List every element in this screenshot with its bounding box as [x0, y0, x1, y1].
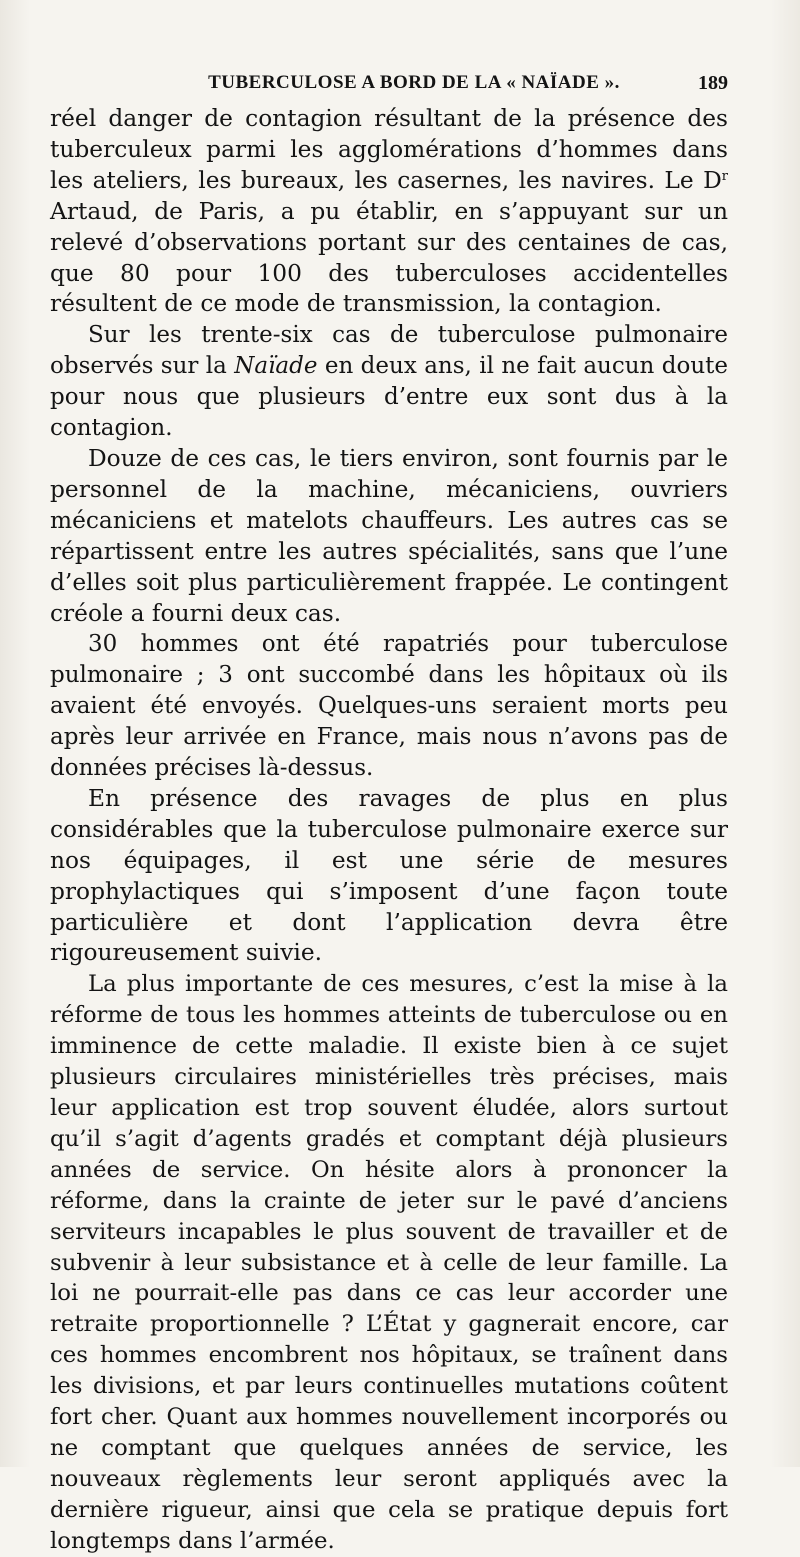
superscript-text: r	[721, 168, 728, 184]
page-number: 189	[698, 72, 728, 94]
body-text	[50, 104, 728, 1557]
italic-text: Naïade	[234, 353, 318, 380]
running-title: TUBERCULOSE A BORD DE LA « NAÏADE ».	[208, 72, 620, 93]
text-run: En présence des ravages de plus en plus considérables que la tuberculose pulmonaire exerce sur nos équipages, il est une série de mesures prophylactiques qui s’imposent d’une façon toute particulière et dont l’application devra être rigoureusement suivie.	[50, 784, 728, 967]
paragraph	[50, 104, 728, 320]
text-run: en deux ans, il ne fait aucun doute pour nous que plusieurs d’entre eux sont dus à la contagion.	[50, 353, 728, 442]
paragraph	[50, 784, 728, 969]
text-run: Douze de ces cas, le tiers environ, sont fournis par le personnel de la machine, mécaniciens, ouvriers mécaniciens et matelots chauffeurs. Les autres cas se répartissent entre les autres spécialités, sans que l’une d’elles soit plus particulièrement frappée. Le contingent créole a fourni deux cas.	[50, 444, 728, 627]
text-run: 30 hommes ont été rapatriés pour tuberculose pulmonaire ; 3 ont succombé dans les hôpitaux où ils avaient été envoyés. Quelques-uns seraient morts peu après leur arrivée en France, mais nous n’avons pas de données précises là-dessus.	[50, 631, 728, 782]
paragraph	[50, 969, 728, 1556]
text-run: Sur les trente-six cas de tuberculose pulmonaire observés sur la	[50, 322, 728, 380]
text-run: Artaud, de Paris, a pu établir, en s’appuyant sur un relevé d’observations portant sur des centaines de cas, que 80 pour 100 des tuberculoses accidentelles résultent de ce mode de transmission, la contagion.	[50, 197, 728, 318]
paragraph	[50, 629, 728, 784]
paragraph	[50, 444, 728, 629]
paragraph	[50, 320, 728, 444]
text-run: La plus importante de ces mesures, c’est la mise à la réforme de tous les hommes atteints de tuberculose ou en imminence de cette maladie. Il existe bien à ce sujet plusieurs circulaires ministérielles très précises, mais leur application est trop souvent éludée, alors surtout qu’il s’agit d’agents gradés et comptant déjà plusieurs années de service. On hésite alors à prononcer la réforme, dans la crainte de jeter sur le pavé d’anciens serviteurs incapables le plus souvent de travailler et de subvenir à leur subsistance et à celle de leur famille. La loi ne pourrait-elle pas dans ce cas leur accorder une retraite proportionnelle ? L’État y gagnerait encore, car ces hommes encombrent nos hôpitaux, se traînent dans les divisions, et par leurs continuelles mutations coûtent fort cher. Quant aux hommes nouvellement incorporés ou ne comptant que quelques années de service, les nouveaux règlements leur seront appliqués avec la dernière rigueur, ainsi que cela se pratique depuis fort longtemps dans l’armée.	[50, 971, 728, 1554]
running-head	[100, 72, 728, 102]
text-run: réel danger de contagion résultant de la présence des tuberculeux parmi les agglomérations d’hommes dans les ateliers, les bureaux, les casernes, les navires. Le D	[50, 105, 728, 194]
